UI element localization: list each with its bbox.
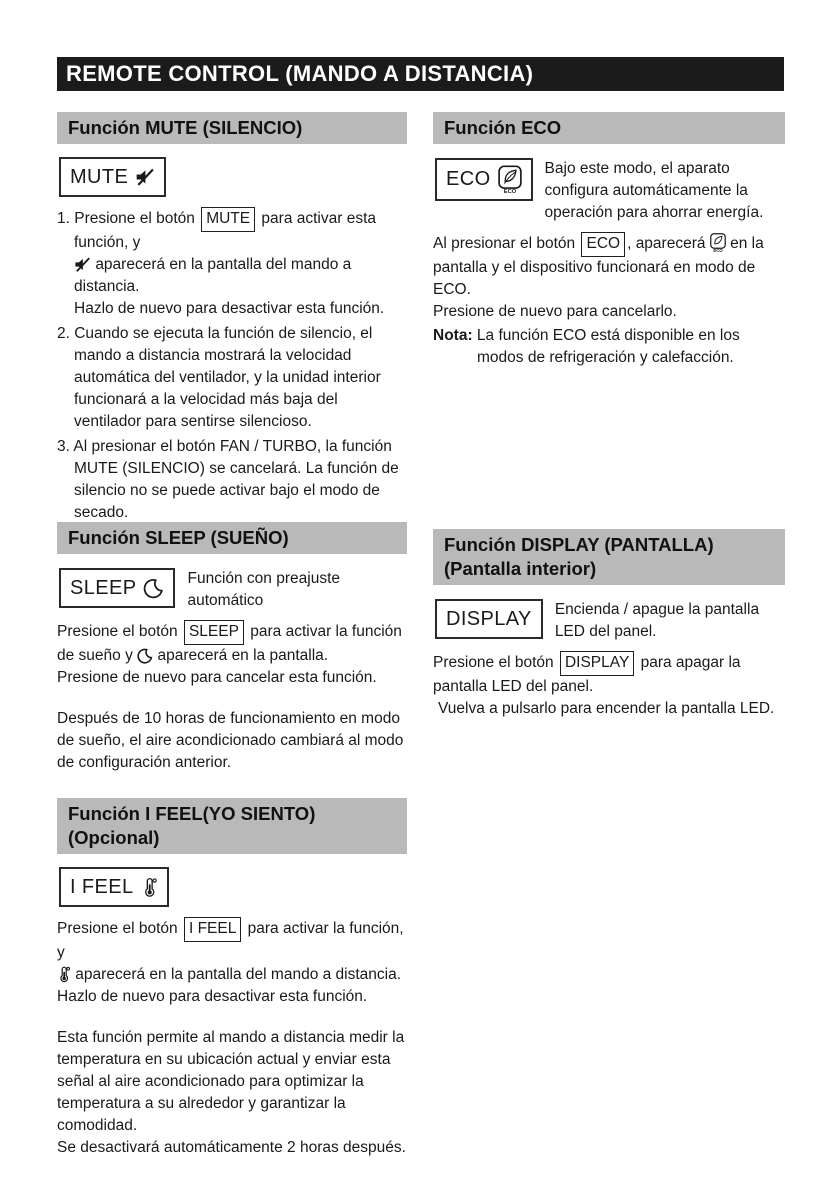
ifeel-paragraph-2: Esta función permite al mando a distancia medir la temperatura en su ubicación actual y enviar esta señal al aire acondicionado para optimizar la temperatura a su alrededor y garantizar la comodidad. [57, 1029, 405, 1135]
sleep-p1-text-d: Presione de nuevo para cancelar esta función. [57, 669, 377, 687]
crescent-moon-icon [137, 647, 153, 664]
sleep-paragraph-2: Después de 10 horas de funcionamiento en modo de sueño, el aire acondicionado cambiará al modo de configuración anterior. [57, 710, 404, 772]
section-sleep [57, 522, 407, 774]
mute-step-1 [57, 207, 407, 320]
display-button-illustration [435, 599, 543, 639]
eco-p1-text-d: Presione de nuevo para cancelarlo. [433, 303, 677, 321]
eco-icon-label: ECO [713, 247, 723, 253]
sleep-p1-text-b: para activar la función de sueño y [57, 623, 402, 665]
eco-p1-text-b: , aparecerá [627, 235, 710, 253]
display-section-header [433, 529, 785, 585]
display-p1-text-b: para apagar la pantalla LED del panel. [433, 654, 741, 696]
display-section-title-line1: Función DISPLAY (PANTALLA) [444, 534, 714, 555]
mute-step1-text-b: para activar esta función, y [74, 210, 377, 252]
display-p1-text-a: Presione el botón [433, 654, 558, 672]
display-p1-text-c: Vuelva a pulsarlo para encender la pantalla LED. [438, 700, 775, 718]
mute-step1-text-c: aparecerá en la pantalla del mando a distancia. [74, 256, 352, 296]
ifeel-section-header [57, 798, 407, 854]
thermometer-icon [141, 877, 158, 898]
leaf-eco-icon [498, 165, 522, 194]
sleep-p1-text-a: Presione el botón [57, 623, 182, 641]
mute-step-3: 3. Al presionar el botón FAN / TURBO, la función MUTE (SILENCIO) se cancelará. La función de silencio no se puede activar bajo el modo de secado. [57, 438, 399, 522]
ifeel-p1-text-d: Hazlo de nuevo para desactivar esta función. [57, 988, 368, 1006]
eco-note-label: Nota: [433, 327, 473, 345]
section-ifeel [57, 798, 407, 1159]
thermometer-icon [57, 966, 71, 983]
ifeel-p1-text-b: para activar la función, y [57, 920, 404, 962]
ifeel-paragraph-3: Se desactivará automáticamente 2 horas después. [57, 1139, 406, 1157]
eco-p1-text-c: en la pantalla y el dispositivo funcionará en modo de ECO. [433, 235, 764, 299]
mute-speaker-slash-icon [74, 256, 95, 273]
crescent-moon-icon [143, 578, 164, 599]
eco-section-header [433, 112, 785, 144]
ifeel-button-illustration [59, 867, 169, 907]
mute-button-label: MUTE [70, 165, 129, 188]
ifeel-p1-text-c: aparecerá en la pantalla del mando a distancia. [71, 966, 402, 984]
page-title: REMOTE CONTROL (MANDO A DISTANCIA) [66, 61, 534, 86]
eco-button-row [433, 156, 785, 224]
mute-section-title: Función MUTE (SILENCIO) [68, 117, 303, 138]
eco-inline-keybox: ECO [581, 232, 625, 257]
mute-step1-text-a: 1. Presione el botón [57, 210, 200, 228]
sleep-button-row [57, 566, 407, 612]
display-intro-text: Encienda / apague la pantalla LED del panel. [554, 601, 760, 641]
ifeel-section-title-line1: Función I FEEL(YO SIENTO) [68, 803, 316, 824]
display-paragraph [433, 651, 785, 720]
eco-note [433, 325, 785, 369]
leaf-eco-icon [710, 235, 726, 252]
ifeel-p1-text-a: Presione el botón [57, 920, 182, 938]
mute-inline-keybox: MUTE [201, 207, 255, 232]
sleep-inline-keybox: SLEEP [184, 620, 244, 645]
mute-speaker-slash-icon [135, 167, 155, 187]
sleep-p1-text-c: aparecerá en la pantalla. [153, 647, 329, 665]
display-inline-keybox: DISPLAY [560, 651, 634, 676]
mute-step-2: 2. Cuando se ejecuta la función de silencio, el mando a distancia mostrará la velocidad automática del ventilador, y la unidad interior funcionará a la velocidad más baja del ventilador para sentirse silencioso. [57, 325, 381, 431]
ifeel-paragraph-1 [57, 917, 407, 1008]
eco-section-title: Función ECO [444, 117, 562, 138]
mute-step1-text-d: Hazlo de nuevo para desactivar esta función. [74, 300, 385, 318]
sleep-paragraph-1 [57, 620, 407, 689]
eco-intro-text: Bajo este modo, el aparato configura automáticamente la operación para ahorrar energía. [544, 160, 764, 222]
section-mute [57, 112, 407, 527]
mute-section-header [57, 112, 407, 144]
sleep-section-title: Función SLEEP (SUEÑO) [68, 527, 289, 548]
sleep-button-label: SLEEP [70, 576, 137, 599]
display-button-label: DISPLAY [446, 607, 532, 630]
section-display [433, 529, 785, 720]
eco-icon-label: ECO [503, 189, 516, 195]
page-title-bar [57, 57, 784, 91]
eco-button-illustration [435, 158, 533, 201]
eco-p1-text-a: Al presionar el botón [433, 235, 580, 253]
mute-button-illustration [59, 157, 166, 197]
ifeel-button-label: I FEEL [70, 875, 134, 898]
ifeel-section-title-line2: (Opcional) [68, 827, 160, 849]
display-section-title-line2: (Pantalla interior) [444, 558, 597, 580]
sleep-side-text: Función con preajuste automático [187, 570, 340, 610]
eco-paragraph [433, 232, 785, 323]
display-button-row [433, 597, 785, 643]
sleep-button-illustration [59, 568, 175, 608]
section-eco [433, 112, 785, 369]
sleep-section-header [57, 522, 407, 554]
eco-note-text: La función ECO está disponible en los modos de refrigeración y calefacción. [472, 327, 740, 367]
ifeel-inline-keybox: I FEEL [184, 917, 241, 942]
eco-button-label: ECO [446, 168, 491, 191]
mute-instructions [57, 207, 407, 524]
